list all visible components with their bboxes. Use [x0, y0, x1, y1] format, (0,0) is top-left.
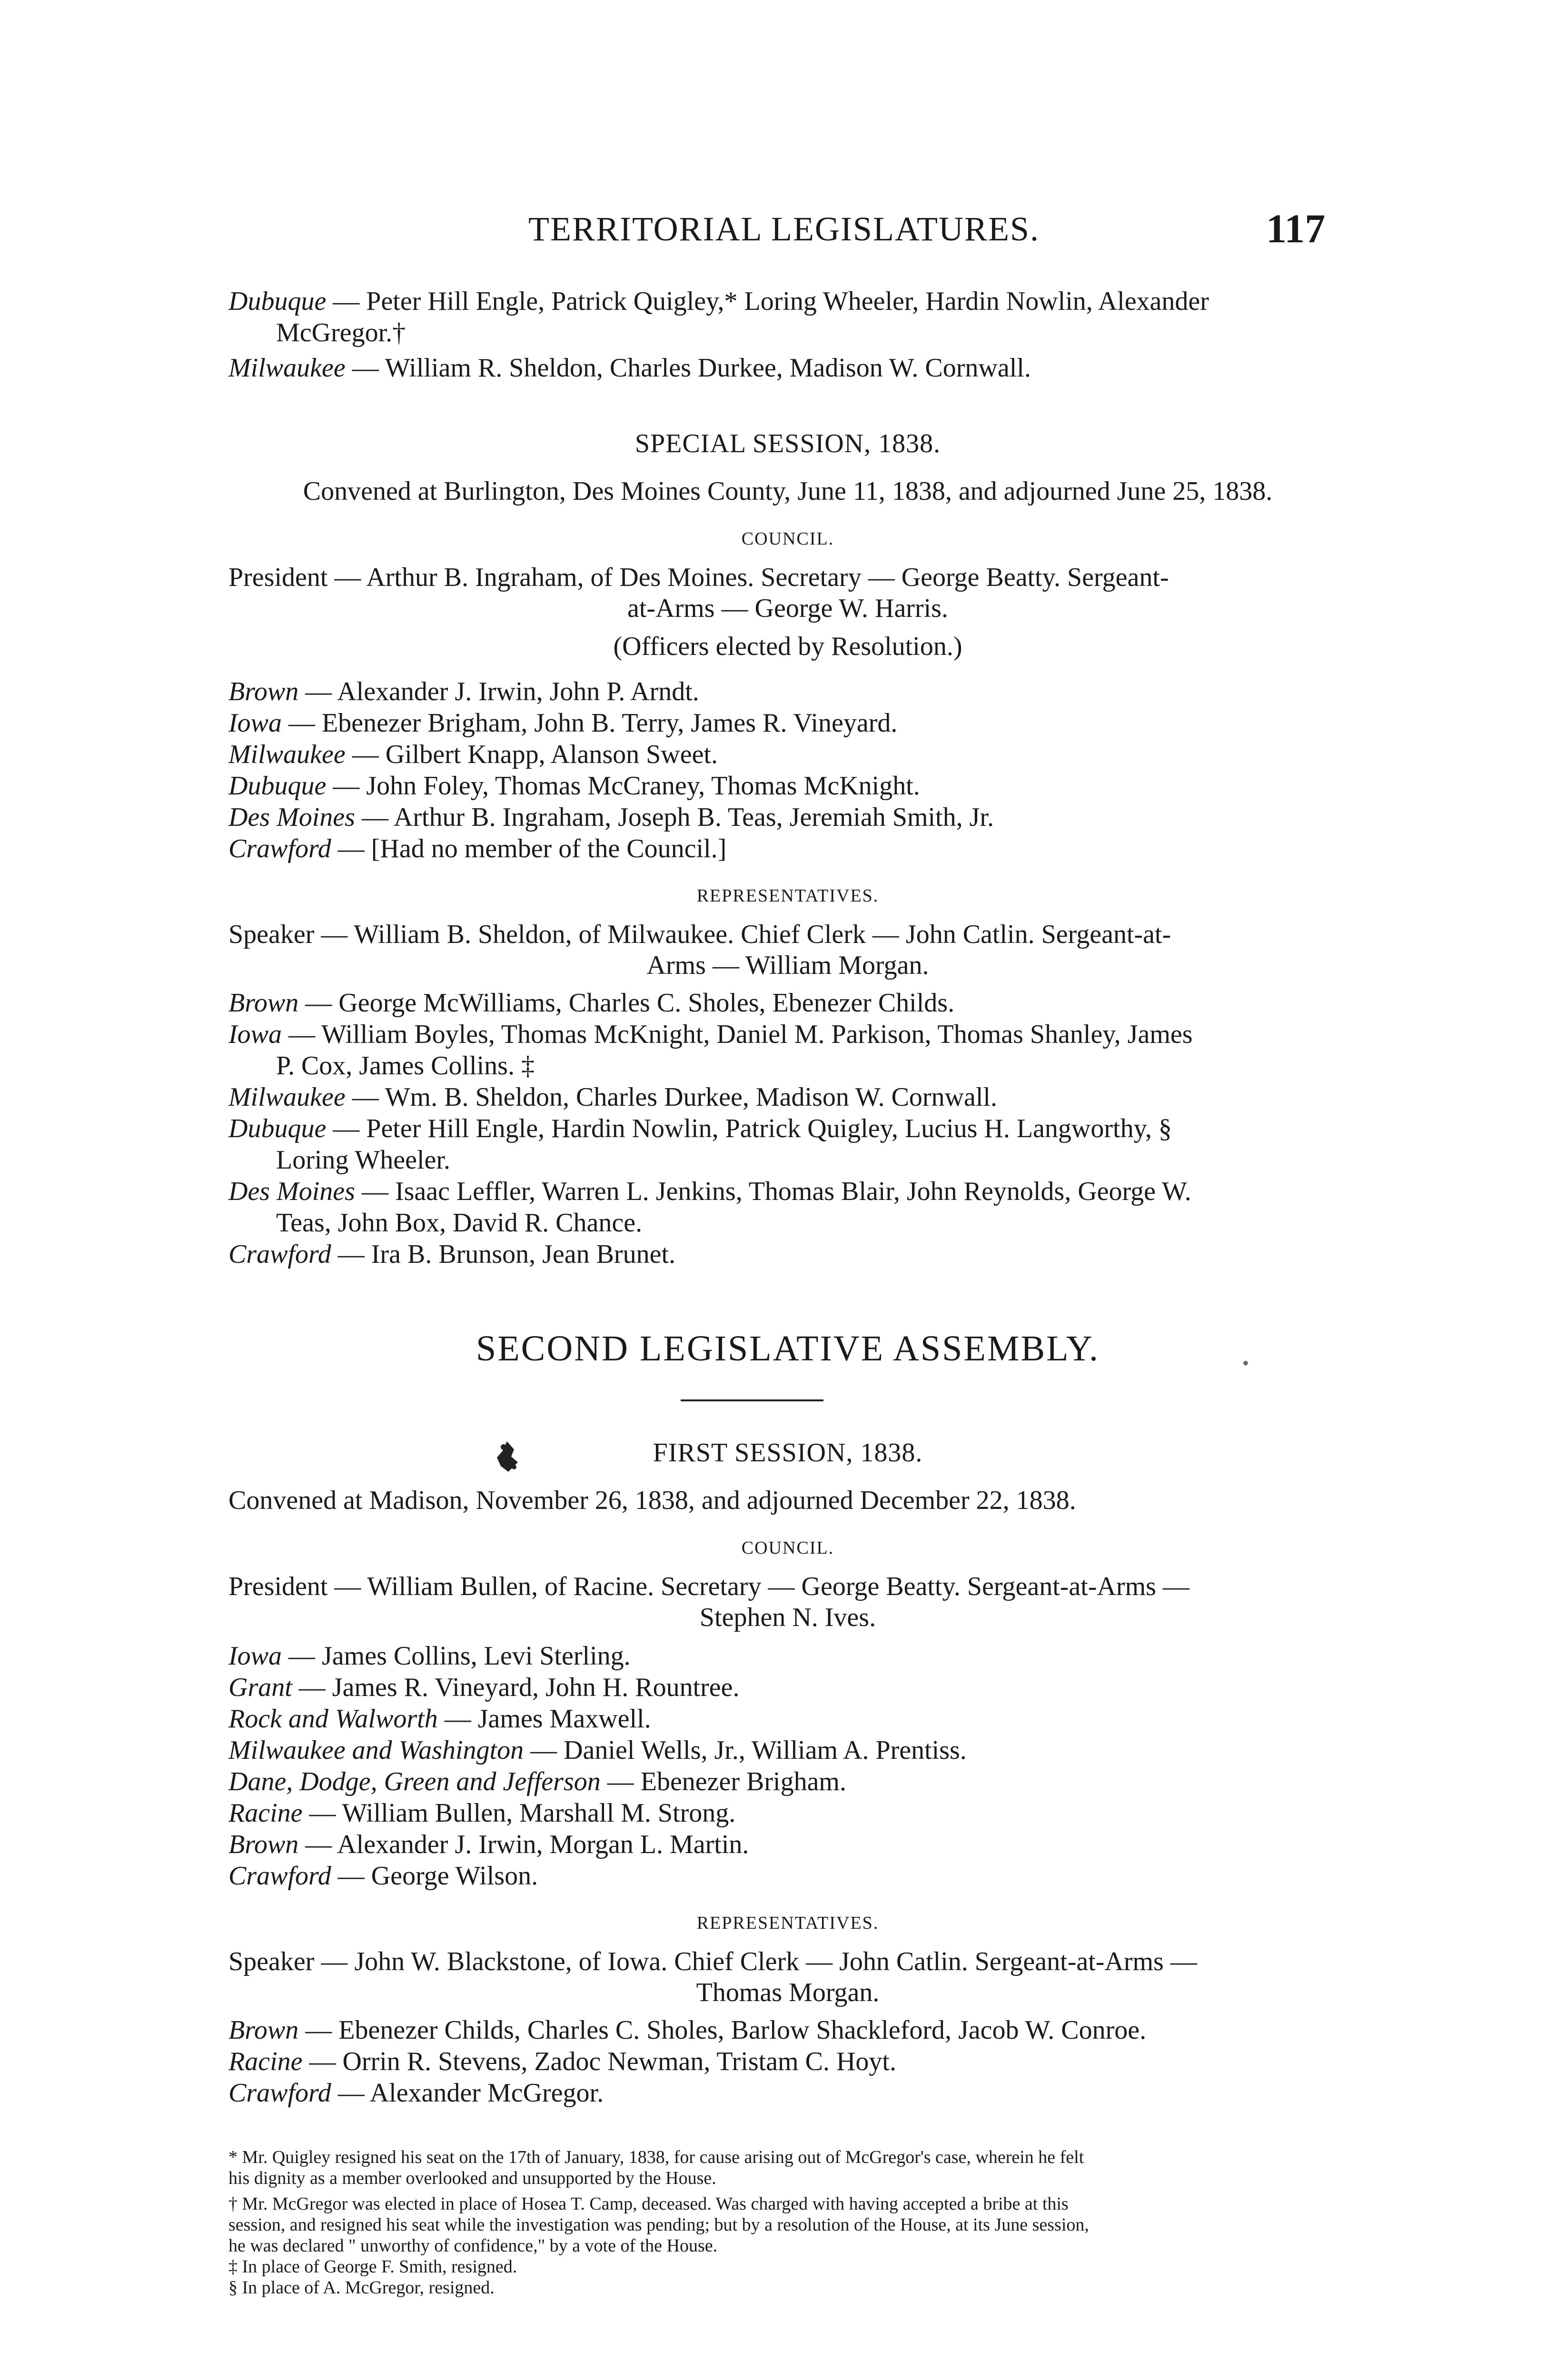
county-label: Rock and Walworth: [228, 1704, 438, 1734]
member-names: Alexander J. Irwin, John P. Arndt.: [337, 677, 699, 706]
footnote: his dignity as a member overlooked and unsupported by the House.: [228, 2168, 716, 2188]
county-label: Crawford: [228, 2078, 331, 2108]
county-label: Racine: [228, 1798, 303, 1828]
county-label: Des Moines: [228, 1177, 355, 1206]
officers-continued: Stephen N. Ives.: [699, 1603, 876, 1632]
list-item: Milwaukee and Washington — Daniel Wells, Jr., William A. Prentiss.: [228, 1735, 967, 1765]
list-item: Brown — George McWilliams, Charles C. Sholes, Ebenezer Childs.: [228, 988, 955, 1018]
list-item: Milwaukee — Gilbert Knapp, Alanson Sweet.: [228, 740, 718, 769]
list-item: Dane, Dodge, Green and Jefferson — Ebenezer Brigham.: [228, 1767, 846, 1796]
county-label: Brown: [228, 2015, 299, 2045]
member-names: Wm. B. Sheldon, Charles Durkee, Madison W. Cornwall.: [385, 1082, 997, 1112]
county-label: Dane, Dodge, Green and Jefferson: [228, 1767, 601, 1796]
officers-note: (Officers elected by Resolution.): [613, 632, 962, 661]
member-names-continued: Loring Wheeler.: [276, 1145, 450, 1175]
member-names: William R. Sheldon, Charles Durkee, Madison W. Cornwall.: [385, 353, 1031, 383]
member-names: John Foley, Thomas McCraney, Thomas McKnight.: [366, 771, 920, 801]
list-item: Milwaukee — Wm. B. Sheldon, Charles Durkee, Madison W. Cornwall.: [228, 1082, 997, 1112]
member-names: Ebenezer Brigham.: [640, 1767, 846, 1796]
county-label: Brown: [228, 988, 299, 1018]
county-label: Crawford: [228, 834, 331, 863]
list-item: Milwaukee — William R. Sheldon, Charles Durkee, Madison W. Cornwall.: [228, 353, 1031, 383]
member-names: Ira B. Brunson, Jean Brunet.: [371, 1240, 675, 1269]
member-names: Gilbert Knapp, Alanson Sweet.: [385, 740, 718, 769]
member-names: George Wilson.: [371, 1861, 538, 1891]
county-label: Brown: [228, 1830, 299, 1859]
member-names: Arthur B. Ingraham, Joseph B. Teas, Jeremiah Smith, Jr.: [393, 803, 994, 832]
subheading: REPRESENTATIVES.: [696, 1913, 879, 1933]
section-title: SECOND LEGISLATIVE ASSEMBLY.: [476, 1329, 1100, 1368]
county-label: Racine: [228, 2047, 303, 2076]
list-item: Dubuque — Peter Hill Engle, Patrick Quigley,* Loring Wheeler, Hardin Nowlin, Alexander McGregor.†: [228, 286, 1347, 348]
member-names: Ebenezer Childs, Charles C. Sholes, Barlow Shackleford, Jacob W. Conroe.: [338, 2015, 1147, 2045]
list-item: Iowa — Ebenezer Brigham, John B. Terry, James R. Vineyard.: [228, 708, 898, 738]
convened-line: Convened at Burlington, Des Moines County, June 11, 1838, and adjourned June 25, 1838.: [303, 476, 1273, 506]
member-names: William Boyles, Thomas McKnight, Daniel M. Parkison, Thomas Shanley, James: [321, 1020, 1193, 1049]
footnote: § In place of A. McGregor, resigned.: [228, 2278, 495, 2298]
member-names: James Collins, Levi Sterling.: [322, 1641, 631, 1671]
county-label: Milwaukee: [228, 353, 346, 383]
officers-line: [228, 1946, 1347, 1977]
county-label: Brown: [228, 677, 299, 706]
section-heading: FIRST SESSION, 1838.: [653, 1438, 923, 1468]
list-item: Dubuque — John Foley, Thomas McCraney, Thomas McKnight.: [228, 771, 920, 801]
officers-text: Speaker — John W. Blackstone, of Iowa. Chief Clerk — John Catlin. Sergeant-at-Arms —: [228, 1947, 1197, 1976]
list-item: Crawford — George Wilson.: [228, 1861, 538, 1891]
member-names: James R. Vineyard, John H. Rountree.: [332, 1673, 740, 1702]
officers-line: [228, 562, 1347, 593]
list-item: Dubuque — Peter Hill Engle, Hardin Nowlin, Patrick Quigley, Lucius H. Langworthy, § Loring Wheeler.: [228, 1113, 1347, 1176]
list-item: Brown — Ebenezer Childs, Charles C. Sholes, Barlow Shackleford, Jacob W. Conroe.: [228, 2015, 1147, 2045]
list-item: Iowa — William Boyles, Thomas McKnight, Daniel M. Parkison, Thomas Shanley, James P. Cox, James Collins. ‡: [228, 1019, 1347, 1081]
member-names: Peter Hill Engle, Patrick Quigley,* Loring Wheeler, Hardin Nowlin, Alexander: [366, 287, 1209, 316]
subheading: REPRESENTATIVES.: [696, 886, 879, 906]
member-names-continued: Teas, John Box, David R. Chance.: [276, 1208, 643, 1238]
list-item: Des Moines — Arthur B. Ingraham, Joseph B. Teas, Jeremiah Smith, Jr.: [228, 803, 994, 832]
county-label: Milwaukee and Washington: [228, 1735, 524, 1765]
section-heading: SPECIAL SESSION, 1838.: [634, 429, 941, 458]
list-item: Crawford — [Had no member of the Council.]: [228, 834, 727, 863]
list-item: Iowa — James Collins, Levi Sterling.: [228, 1641, 631, 1671]
member-names: Alexander J. Irwin, Morgan L. Martin.: [337, 1830, 749, 1859]
subheading: COUNCIL.: [741, 1538, 834, 1558]
member-names: Orrin R. Stevens, Zadoc Newman, Tristam C. Hoyt.: [342, 2047, 896, 2076]
county-label: Milwaukee: [228, 740, 346, 769]
divider: [681, 1399, 823, 1401]
footnote: session, and resigned his seat while the investigation was pending; but by a resolution of the House, at its June session,: [228, 2215, 1089, 2235]
member-names-continued: P. Cox, James Collins. ‡: [276, 1051, 535, 1081]
member-names: James Maxwell.: [477, 1704, 651, 1734]
list-item: Brown — Alexander J. Irwin, Morgan L. Martin.: [228, 1830, 749, 1859]
county-label: Grant: [228, 1673, 292, 1702]
footnote: ‡ In place of George F. Smith, resigned.: [228, 2257, 517, 2277]
member-names: Daniel Wells, Jr., William A. Prentiss.: [564, 1735, 967, 1765]
subheading: COUNCIL.: [741, 529, 834, 549]
officers-line: [228, 1571, 1347, 1602]
convened-line: Convened at Madison, November 26, 1838, and adjourned December 22, 1838.: [228, 1486, 1076, 1515]
list-item: Grant — James R. Vineyard, John H. Rountree.: [228, 1673, 740, 1702]
officers-text: President — Arthur B. Ingraham, of Des Moines. Secretary — George Beatty. Sergeant-: [228, 563, 1169, 592]
officers-continued: Arms — William Morgan.: [646, 951, 929, 980]
county-label: Iowa: [228, 708, 282, 738]
county-label: Dubuque: [228, 287, 327, 316]
officers-line: [228, 919, 1347, 950]
county-label: Dubuque: [228, 1114, 327, 1143]
member-names: George McWilliams, Charles C. Sholes, Ebenezer Childs.: [338, 988, 955, 1018]
list-item: Des Moines — Isaac Leffler, Warren L. Jenkins, Thomas Blair, John Reynolds, George W. Teas, John Box, David R. Chance.: [228, 1176, 1347, 1239]
speck-mark: •: [1242, 1352, 1249, 1374]
county-label: Dubuque: [228, 771, 327, 801]
list-item: Racine — William Bullen, Marshall M. Strong.: [228, 1798, 736, 1828]
member-names: Ebenezer Brigham, John B. Terry, James R. Vineyard.: [322, 708, 898, 738]
county-label: Iowa: [228, 1020, 282, 1049]
running-header: TERRITORIAL LEGISLATURES.: [528, 210, 1040, 248]
footnote: he was declared " unworthy of confidence," by a vote of the House.: [228, 2236, 718, 2256]
officers-continued: at-Arms — George W. Harris.: [627, 594, 948, 623]
county-label: Milwaukee: [228, 1082, 346, 1112]
member-names: [Had no member of the Council.]: [371, 834, 727, 863]
county-label: Iowa: [228, 1641, 282, 1671]
list-item: Crawford — Ira B. Brunson, Jean Brunet.: [228, 1240, 675, 1269]
officers-text: Speaker — William B. Sheldon, of Milwaukee. Chief Clerk — John Catlin. Sergeant-at-: [228, 920, 1171, 949]
officers-continued: Thomas Morgan.: [696, 1978, 880, 2007]
list-item: Brown — Alexander J. Irwin, John P. Arndt.: [228, 677, 699, 706]
county-label: Des Moines: [228, 803, 355, 832]
county-label: Crawford: [228, 1240, 331, 1269]
list-item: Crawford — Alexander McGregor.: [228, 2078, 604, 2108]
member-names: Alexander McGregor.: [369, 2078, 604, 2108]
county-label: Crawford: [228, 1861, 331, 1891]
page-number: 117: [1266, 206, 1326, 251]
officers-text: President — William Bullen, of Racine. Secretary — George Beatty. Sergeant-at-Arms —: [228, 1572, 1189, 1601]
list-item: Racine — Orrin R. Stevens, Zadoc Newman, Tristam C. Hoyt.: [228, 2047, 896, 2076]
member-names-continued: McGregor.†: [276, 318, 406, 347]
member-names: Isaac Leffler, Warren L. Jenkins, Thomas Blair, John Reynolds, George W.: [395, 1177, 1191, 1206]
member-names: Peter Hill Engle, Hardin Nowlin, Patrick Quigley, Lucius H. Langworthy, §: [366, 1114, 1172, 1143]
list-item: Rock and Walworth — James Maxwell.: [228, 1704, 651, 1734]
member-names: William Bullen, Marshall M. Strong.: [342, 1798, 736, 1828]
footnote: † Mr. McGregor was elected in place of Hosea T. Camp, deceased. Was charged with having accepted a bribe at this: [228, 2194, 1069, 2214]
footnote: * Mr. Quigley resigned his seat on the 17th of January, 1838, for cause arising out of McGregor's case, wherein he felt: [228, 2147, 1084, 2167]
